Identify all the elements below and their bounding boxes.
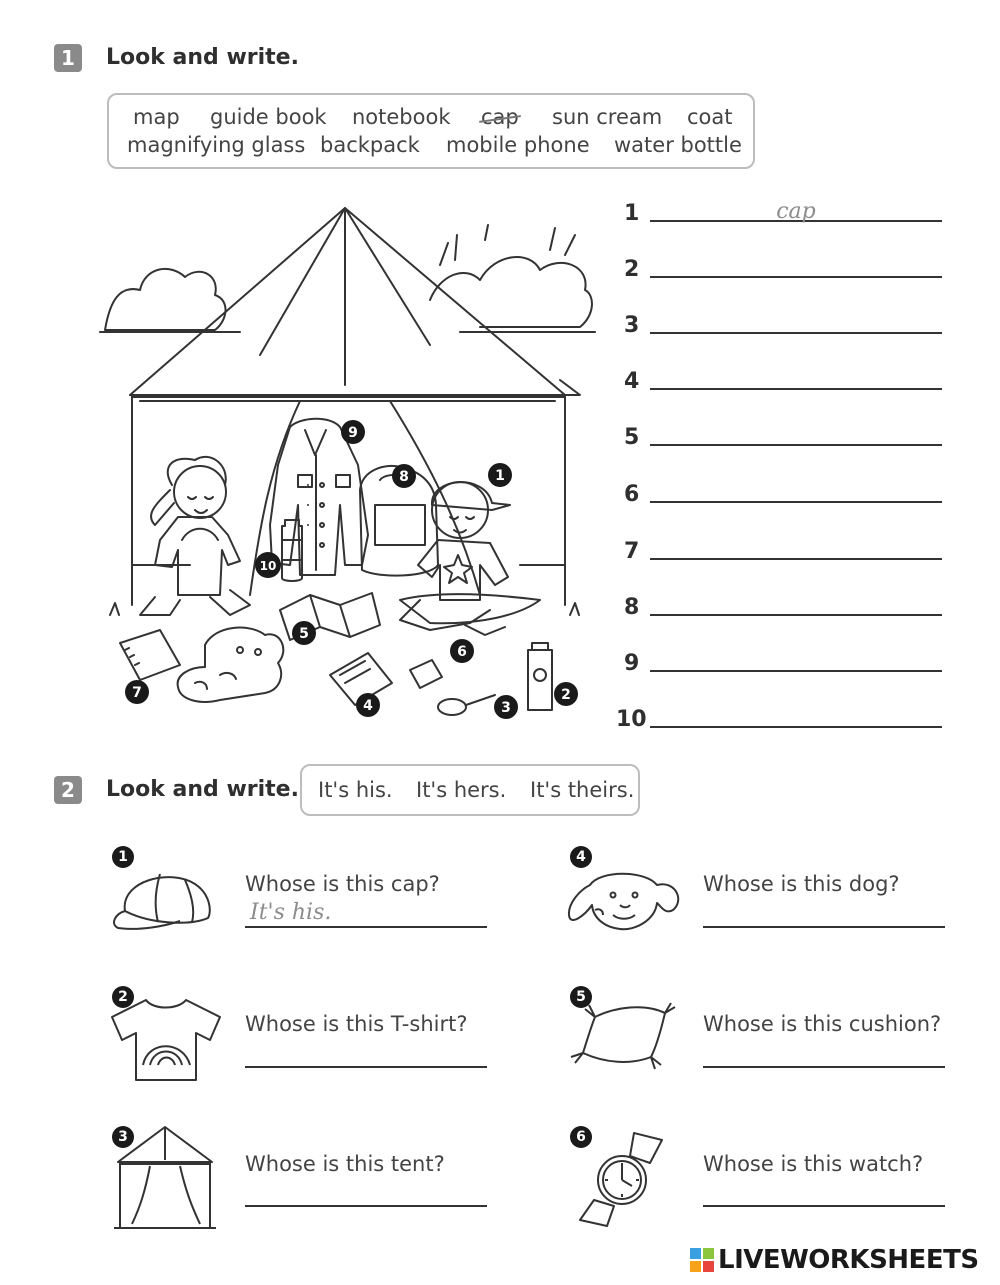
phrase-bank: [300, 764, 640, 816]
answer-number: 8: [624, 595, 640, 620]
boy-head: [432, 482, 488, 538]
picture-label-6: [450, 639, 474, 663]
dog: [178, 628, 284, 702]
notebook: [120, 630, 180, 680]
picture-label-5: [292, 621, 316, 645]
answer-line: [650, 388, 942, 390]
answer-number: 6: [624, 482, 640, 507]
tent-icon: [110, 1122, 220, 1232]
question-line-6: [703, 1205, 945, 1207]
tshirt-icon: [108, 995, 226, 1085]
answer-number: 3: [624, 313, 640, 338]
svg-text:9: 9: [348, 425, 358, 441]
question-badge-1: 1: [112, 846, 134, 868]
answer-row-2: [624, 252, 942, 282]
word-magnifying-glass: magnifying glass: [127, 133, 306, 157]
question-line-2: [245, 1066, 487, 1068]
question-line-4: [703, 926, 945, 928]
question-badge-2: 2: [112, 986, 134, 1008]
word-mobile-phone: mobile phone: [446, 133, 590, 157]
dog-icon: [565, 865, 685, 935]
svg-text:7: 7: [132, 685, 142, 701]
section-1-title: Look and write.: [106, 45, 299, 70]
cushion-icon: [565, 995, 685, 1080]
answer-row-8: [624, 590, 942, 620]
sun-cream: [528, 643, 552, 710]
question-badge-5: 5: [570, 986, 592, 1008]
answer-row-10: [616, 702, 942, 732]
answer-number: 9: [624, 651, 640, 676]
question-line-3: [245, 1205, 487, 1207]
answer-line: [650, 558, 942, 560]
question-text-2: Whose is this T-shirt?: [245, 1012, 468, 1036]
svg-text:8: 8: [399, 469, 409, 485]
section-2-number: 2: [54, 776, 82, 804]
girl-head: [174, 466, 226, 518]
watch-icon: [572, 1128, 672, 1228]
svg-text:1: 1: [495, 468, 505, 484]
section-2-title: Look and write.: [106, 777, 299, 802]
answer-line: [650, 444, 942, 446]
word-coat: coat: [687, 105, 733, 129]
question-line-5: [703, 1066, 945, 1068]
phrase-its-hers: It's hers.: [416, 778, 507, 802]
picture-label-2: [554, 682, 578, 706]
cushion: [400, 594, 540, 623]
svg-text:3: 3: [501, 700, 511, 716]
word-backpack: backpack: [320, 133, 420, 157]
answer-number: 7: [624, 539, 640, 564]
question-text-3: Whose is this tent?: [245, 1152, 445, 1176]
answer-number: 4: [624, 369, 640, 394]
svg-text:2: 2: [561, 687, 571, 703]
phrase-its-his: It's his.: [318, 778, 393, 802]
question-answer-1[interactable]: It's his.: [250, 900, 332, 925]
answer-input-1[interactable]: cap: [776, 199, 816, 224]
answer-row-4: [624, 364, 942, 394]
answer-number: 2: [624, 257, 640, 282]
question-badge-4: 4: [570, 846, 592, 868]
svg-text:5: 5: [299, 626, 309, 642]
answer-row-6: [624, 477, 942, 507]
picture-label-3: [494, 695, 518, 719]
picture-label-7: [125, 680, 149, 704]
answer-row-1: [624, 196, 942, 226]
word-notebook: notebook: [352, 105, 451, 129]
logo-grid-icon: [690, 1248, 714, 1272]
question-badge-6: 6: [570, 1126, 592, 1148]
logo-text: LIVEWORKSHEETS: [718, 1245, 979, 1275]
word-cap-crossed: cap: [481, 105, 519, 129]
word-water-bottle: water bottle: [614, 133, 742, 157]
answer-number: 10: [616, 707, 647, 732]
answer-row-5: [624, 420, 942, 450]
answer-line: [650, 501, 942, 503]
svg-text:4: 4: [363, 698, 373, 714]
question-text-5: Whose is this cushion?: [703, 1012, 942, 1036]
cap-icon: [110, 866, 220, 941]
answer-row-3: [624, 308, 942, 338]
mobile-phone: [410, 660, 442, 688]
svg-text:10: 10: [259, 559, 277, 573]
question-text-6: Whose is this watch?: [703, 1152, 924, 1176]
answer-line: [650, 726, 942, 728]
bush-left: [105, 269, 226, 330]
question-text-1: Whose is this cap?: [245, 872, 440, 896]
picture-label-8: [392, 464, 416, 488]
answer-row-7: [624, 534, 942, 564]
word-sun-cream: sun cream: [552, 105, 663, 129]
question-badge-3: 3: [112, 1126, 134, 1148]
phrase-its-theirs: It's theirs.: [530, 778, 635, 802]
word-bank: [107, 93, 755, 169]
picture-label-4: [356, 693, 380, 717]
word-map: map: [133, 105, 180, 129]
tent-roof: [130, 208, 565, 395]
bush-right: [430, 257, 592, 327]
word-guide-book: guide book: [210, 105, 327, 129]
answer-line: [650, 332, 942, 334]
answer-line: [650, 670, 942, 672]
answer-line: [650, 276, 942, 278]
magnifying-glass: [438, 699, 466, 715]
section-1-number: 1: [54, 44, 82, 72]
answer-number: 5: [624, 425, 640, 450]
answer-number: 1: [624, 201, 640, 226]
question-line-1: [245, 926, 487, 928]
picture-label-9: [341, 420, 365, 444]
answer-line: [650, 614, 942, 616]
picture-label-10: [255, 552, 281, 578]
svg-text:6: 6: [457, 644, 467, 660]
picture-label-1: [488, 463, 512, 487]
answer-row-9: [624, 646, 942, 676]
camping-scene-illustration: [100, 205, 600, 730]
question-text-4: Whose is this dog?: [703, 872, 900, 896]
